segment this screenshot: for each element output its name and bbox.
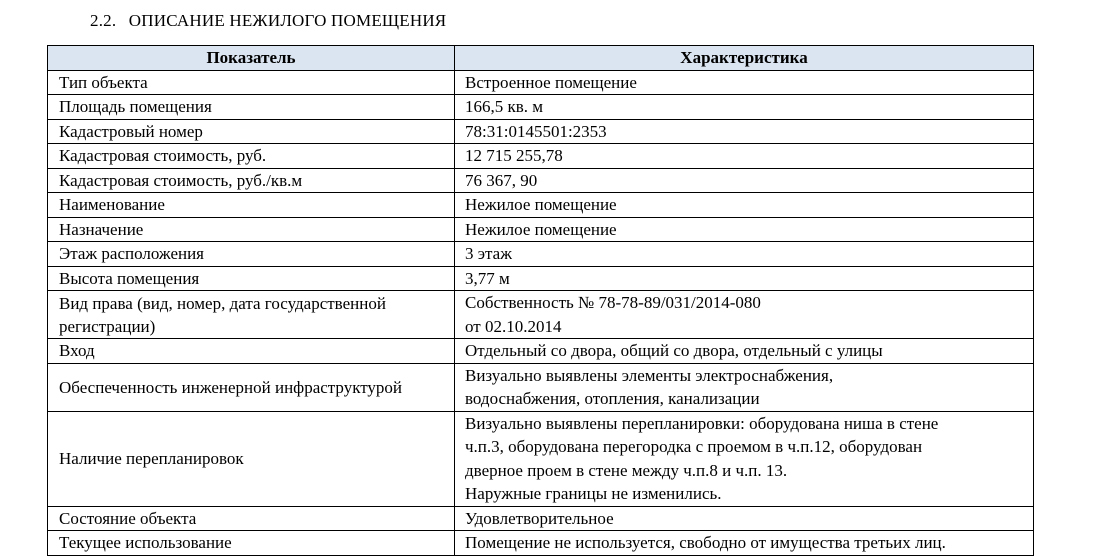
row-value [455, 168, 1034, 193]
row-label: Наличие перепланировок [48, 411, 455, 506]
row-label: Площадь помещения [48, 95, 455, 120]
value-line: Помещение не используется, свободно от имущества третьих лиц. [465, 533, 946, 552]
row-value [455, 531, 1034, 556]
table-row-object-type [48, 70, 1034, 95]
table-row-purpose [48, 217, 1034, 242]
section-heading: ОПИСАНИЕ НЕЖИЛОГО ПОМЕЩЕНИЯ [128, 11, 447, 30]
row-value [455, 70, 1034, 95]
table-row-condition [48, 506, 1034, 531]
row-value [455, 242, 1034, 267]
row-label: Высота помещения [48, 266, 455, 291]
table-row-cadastral-value-per-sqm [48, 168, 1034, 193]
row-label: Текущее использование [48, 531, 455, 556]
table-header-row [48, 46, 1034, 71]
value-line: ч.п.3, оборудована перегородка с проемом в ч.п.12, оборудован [465, 437, 923, 456]
row-label: Обеспеченность инженерной инфраструктурой [48, 363, 455, 411]
row-label: Тип объекта [48, 70, 455, 95]
value-line: 76 367, 90 [465, 170, 538, 190]
value-line: 12 715 255,78 [465, 146, 563, 165]
value-line: 3,77 м [465, 268, 510, 288]
row-value [455, 506, 1034, 531]
row-value [455, 95, 1034, 120]
table-body [48, 70, 1034, 555]
value-line: Отдельный со двора, общий со двора, отдельный с улицы [465, 341, 883, 360]
row-label: Вид права (вид, номер, дата государственной регистрации) [48, 291, 455, 339]
table-row-entrance [48, 339, 1034, 364]
section-number: 2.2. [90, 11, 117, 30]
table-row-current-use [48, 531, 1034, 556]
value-line: Встроенное помещение [465, 72, 637, 92]
row-label: Кадастровая стоимость, руб. [48, 144, 455, 169]
row-value [455, 193, 1034, 218]
table-row-height [48, 266, 1034, 291]
table-row-name [48, 193, 1034, 218]
row-label: Этаж расположения [48, 242, 455, 267]
header-characteristic: Характеристика [455, 46, 1034, 71]
table-row-infrastructure [48, 363, 1034, 411]
value-line: 3 этаж [465, 244, 512, 263]
row-label: Назначение [48, 217, 455, 242]
table-row-cadastral-number [48, 119, 1034, 144]
value-line: Нежилое помещение [465, 219, 617, 239]
row-value [455, 144, 1034, 169]
value-line: Собственность № 78-78-89/031/2014-080 [465, 293, 761, 312]
row-label: Кадастровая стоимость, руб./кв.м [48, 168, 455, 193]
value-line: 78:31:0145501:2353 [465, 121, 607, 141]
row-label: Кадастровый номер [48, 119, 455, 144]
property-description-table [47, 45, 1034, 556]
value-line: дверное проем в стене между ч.п.8 и ч.п. 13. [465, 460, 788, 480]
header-indicator: Показатель [48, 46, 455, 71]
row-value [455, 119, 1034, 144]
section-title [90, 10, 446, 32]
table-row-area [48, 95, 1034, 120]
row-value [455, 363, 1034, 411]
row-label: Наименование [48, 193, 455, 218]
value-line: Визуально выявлены элементы электроснабжения, [465, 365, 834, 385]
value-line: 166,5 кв. м [465, 97, 544, 116]
row-value [455, 266, 1034, 291]
row-label: Состояние объекта [48, 506, 455, 531]
row-value [455, 217, 1034, 242]
value-line: Удовлетворительное [465, 508, 614, 528]
table-row-floor [48, 242, 1034, 267]
table-row-right-type [48, 291, 1034, 339]
value-line: водоснабжения, отопления, канализации [465, 389, 760, 408]
value-line: Наружные границы не изменились. [465, 484, 722, 503]
table-row-replanning [48, 411, 1034, 506]
row-value [455, 291, 1034, 339]
table-row-cadastral-value [48, 144, 1034, 169]
value-line: Визуально выявлены перепланировки: оборудована ниша в стене [465, 413, 939, 433]
row-value [455, 339, 1034, 364]
value-line: Нежилое помещение [465, 195, 617, 214]
value-line: от 02.10.2014 [465, 316, 562, 336]
row-label: Вход [48, 339, 455, 364]
row-value [455, 411, 1034, 506]
